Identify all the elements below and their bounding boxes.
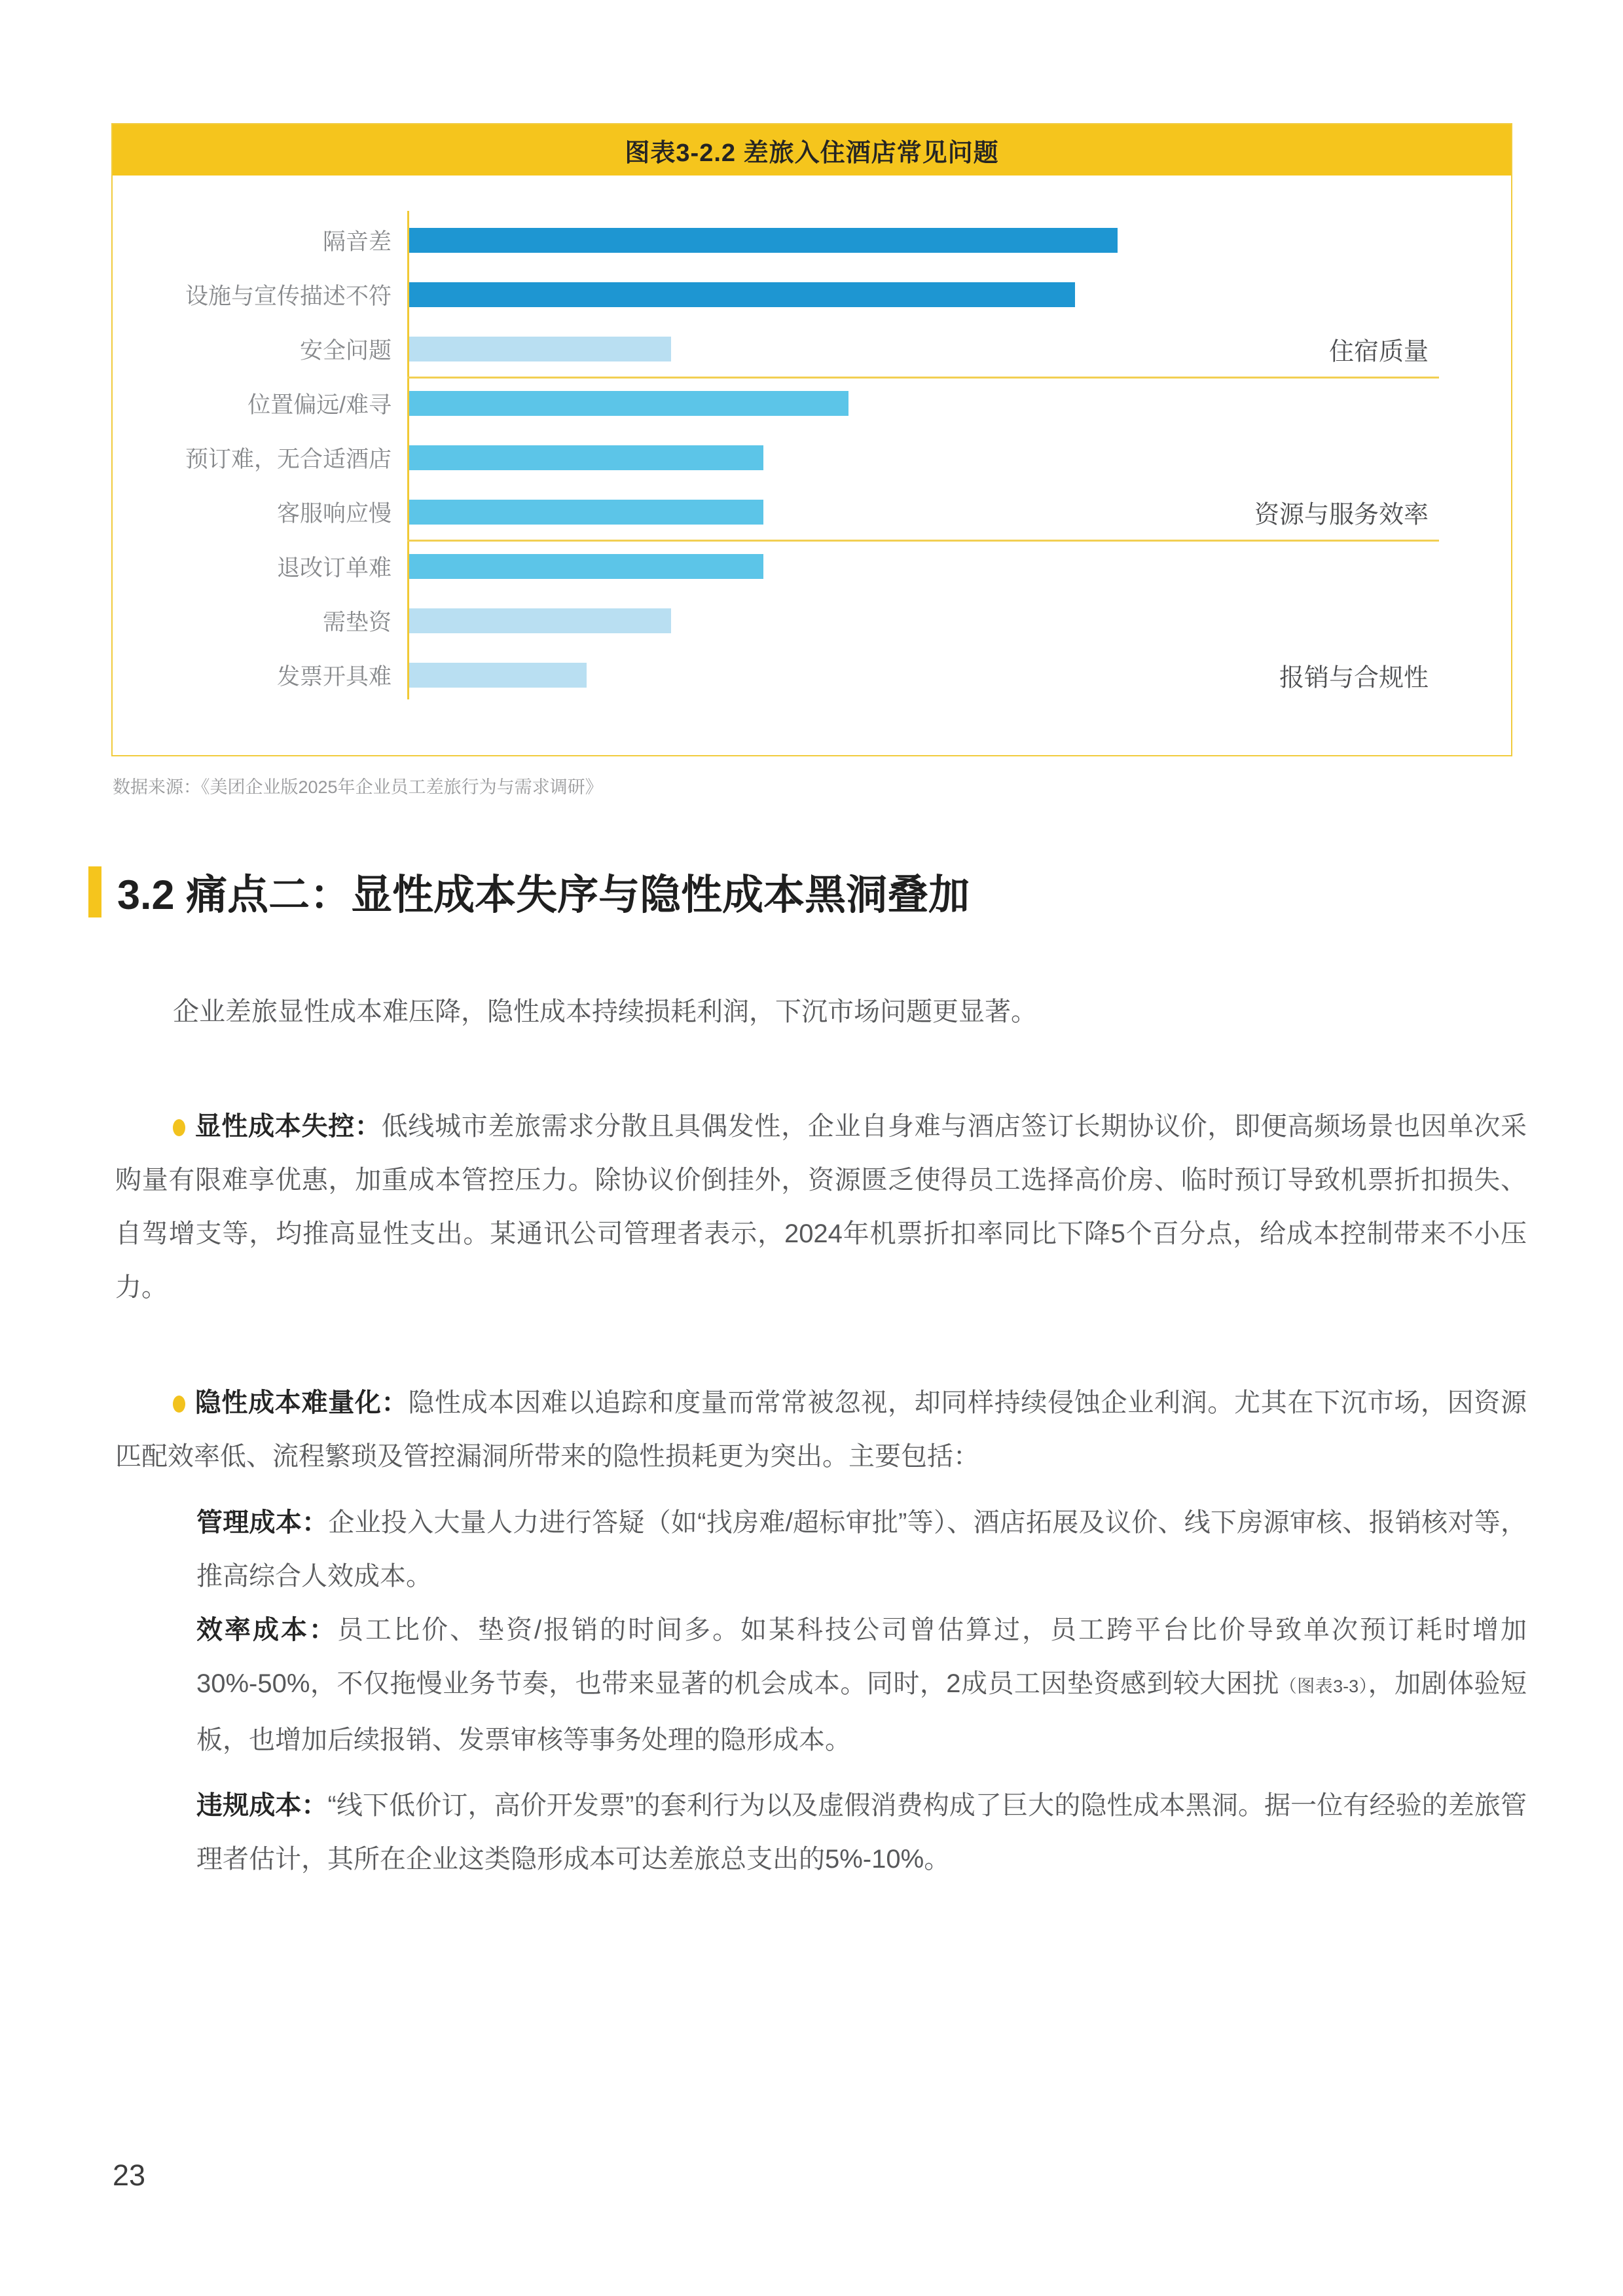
bullet-dot-icon: [173, 1396, 185, 1413]
bar: [409, 500, 763, 525]
sub-item-text: 企业投入大量人力进行答疑（如“找房难/超标审批”等）、酒店拓展及议价、线下房源审核、报销核对等，推高综合人效成本。: [196, 1508, 1527, 1591]
bullet-text: 低线城市差旅需求分散且具偶发性，企业自身难与酒店签订长期协议价，即便高频场景也因单次采购量有限难享优惠，加重成本管控压力。除协议价倒挂外，资源匮乏使得员工选择高价房、临时预订导致机票折扣损失、自驾增支等，均推高显性支出。某通讯公司管理者表示，2024年机票折扣率同比下降5个百分点，给成本控制带来不小压力。: [115, 1112, 1527, 1302]
bullet-label: 显性成本失控：: [194, 1112, 382, 1141]
chart-title: 图表3-2.2 差旅入住酒店常见问题: [625, 139, 999, 167]
bullet-text: 隐性成本因难以追踪和度量而常常被忽视，却同样持续侵蚀企业利润。尤其在下沉市场，因资源匹配效率低、流程繁琐及管控漏洞所带来的隐性损耗更为突出。主要包括：: [115, 1388, 1527, 1471]
category-label: 发票开具难: [276, 664, 392, 690]
chart-title-bar: [113, 124, 1511, 176]
bar: [409, 228, 1118, 253]
chart-reference: （图表3-3）: [1279, 1676, 1368, 1696]
category-label: 隔音差: [322, 229, 392, 255]
bar: [409, 282, 1075, 307]
sub-item-text: 员工比价、垫资/报销的时间多。如某科技公司曾估算过，员工跨平台比价导致单次预订耗时增加30%-50%，不仅拖慢业务节奏，也带来显著的机会成本。同时，2成员工因垫资感到较大困扰: [196, 1616, 1527, 1698]
bar: [409, 445, 763, 470]
bar: [409, 608, 671, 633]
sub-item-violation-cost: [196, 1779, 1527, 1886]
sub-item-label: 效率成本：: [196, 1616, 337, 1644]
sub-item-label: 管理成本：: [196, 1508, 329, 1537]
sub-item-efficiency-cost: [196, 1603, 1527, 1767]
category-label: 需垫资: [322, 610, 392, 635]
chart-source: 数据来源：《美团企业版2025年企业员工差旅行为与需求调研》: [113, 777, 603, 797]
bar: [409, 554, 763, 579]
bullet-paragraph-hidden-cost: [115, 1376, 1527, 1483]
category-label: 预订难，无合适酒店: [185, 447, 392, 472]
group-separator-line: [407, 377, 1439, 379]
bullet-paragraph-explicit-cost: [115, 1100, 1527, 1314]
bullet-dot-icon: [173, 1119, 185, 1136]
bullet-label: 隐性成本难量化：: [194, 1388, 409, 1417]
bar: [409, 337, 671, 361]
sub-item-management-cost: [196, 1496, 1527, 1603]
category-label: 安全问题: [299, 338, 392, 363]
group-label: 住宿质量: [1328, 338, 1429, 366]
bar: [409, 391, 848, 416]
heading-accent-bar: [88, 866, 101, 917]
page-number: 23: [113, 2158, 146, 2192]
chart-figure: [111, 123, 1512, 756]
category-label: 设施与宣传描述不符: [185, 284, 392, 309]
group-label: 报销与合规性: [1279, 664, 1429, 692]
sub-item-text: “线下低价订，高价开发票”的套利行为以及虚假消费构成了巨大的隐性成本黑洞。据一位有经验的差旅管理者估计，其所在企业这类隐形成本可达差旅总支出的5%-10%。: [196, 1791, 1527, 1874]
sub-item-text: ，加剧体验短板，也增加后续报销、发票审核等事务处理的隐形成本。: [196, 1669, 1527, 1754]
category-label: 退改订单难: [276, 555, 392, 581]
section-heading-text: 3.2 痛点二：显性成本失序与隐性成本黑洞叠加: [117, 872, 970, 918]
intro-paragraph: 企业差旅显性成本难压降，隐性成本持续损耗利润，下沉市场问题更显著。: [173, 997, 1037, 1026]
group-label: 资源与服务效率: [1254, 501, 1429, 529]
group-separator-line: [407, 540, 1439, 542]
bar: [409, 663, 587, 688]
category-label: 客服响应慢: [276, 501, 392, 527]
chart-plot: [113, 176, 1511, 755]
section-heading: [88, 862, 970, 921]
category-label: 位置偏远/难寻: [247, 392, 392, 418]
sub-item-label: 违规成本：: [196, 1791, 328, 1820]
